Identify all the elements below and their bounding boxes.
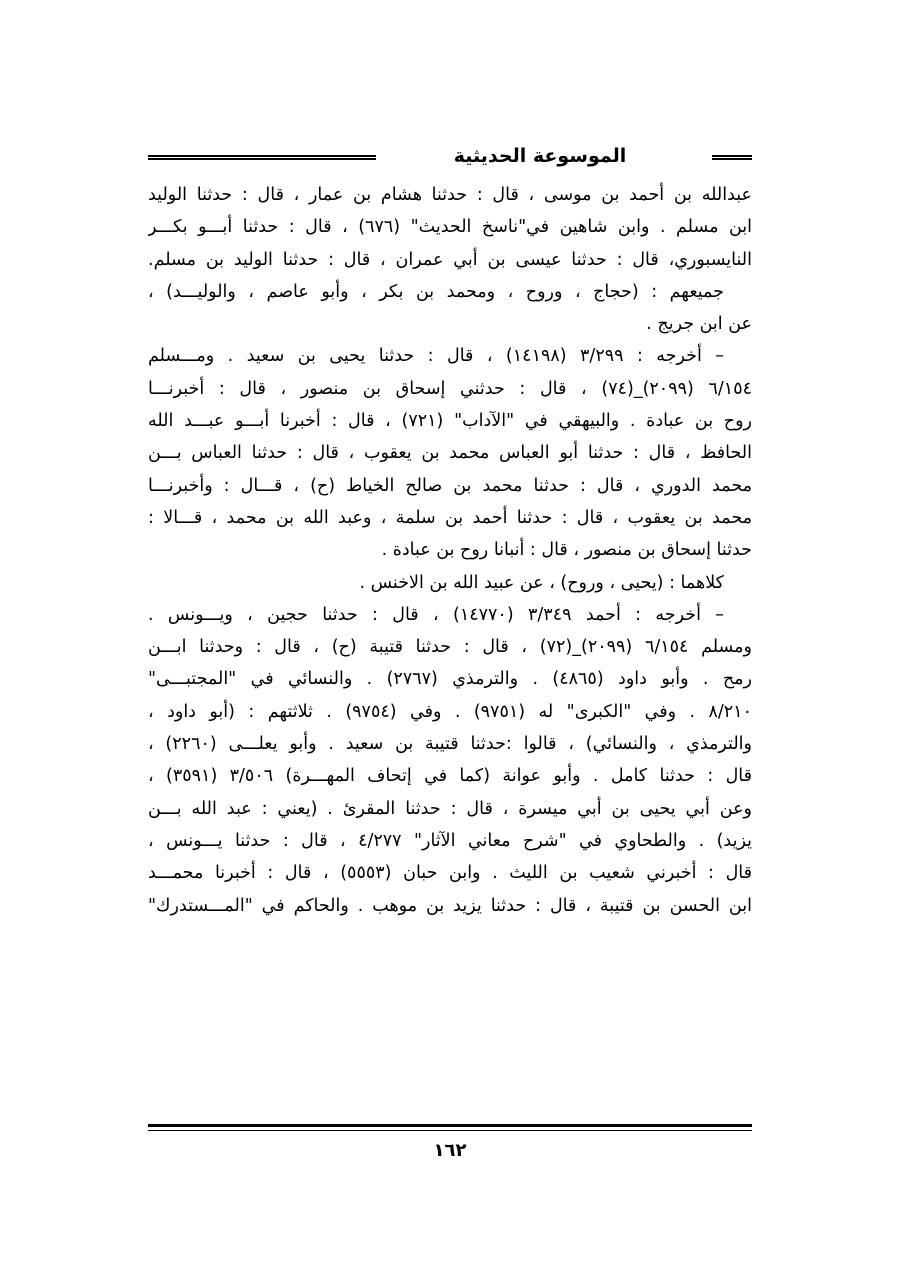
- header-rule-right: [712, 155, 752, 160]
- text-line: ومسلم ٦/١٥٤ (٢٠٩٩)_(٧٢) ، قال : حدثنا قتيبة (ح) ، قال : وحدثنا ابـــن: [148, 637, 752, 658]
- text-line: ابن مسلم . وابن شاهين في"ناسخ الحديث" (٦٧٦) ، قال : حدثنا أبـــو بكـــر: [148, 217, 752, 238]
- body-text: [148, 179, 752, 922]
- text-line: محمد بن يعقوب ، قال : حدثنا أحمد بن سلمة ، وعبد الله بن محمد ، قـــالا :: [148, 507, 752, 528]
- text-line: النايسبوري، قال : حدثنا عيسى بن أبي عمران ، قال : حدثنا الوليد بن مسلم.: [148, 249, 752, 270]
- text-line: رمح . وأبو داود (٤٨٦٥) . والترمذي (٢٧٦٧) . والنسائي في "المجتبـــى": [148, 669, 752, 690]
- text-line: – أخرجه : أحمد ٣/٣٤٩ (١٤٧٧٠) ، قال : حدثنا حجين ، ويـــونس .: [148, 604, 725, 625]
- text-line: كلاهما : (يحيى ، وروح) ، عن عبيد الله بن الاخنس .: [359, 572, 724, 593]
- header-rule-left: [148, 155, 376, 160]
- text-line: يزيد) . والطحاوي في "شرح معاني الآثار" ٤/٢٧٧ ، قال : حدثنا يـــونس ،: [148, 830, 752, 851]
- page-title: الموسوعة الحديثية: [453, 145, 627, 167]
- text-line: عن ابن جريج .: [646, 314, 752, 335]
- text-line: – أخرجه : ٣/٢٩٩ (١٤١٩٨) ، قال : حدثنا يحيى بن سعيد . ومـــسلم: [148, 346, 725, 367]
- footer-rule-thick: [148, 1124, 752, 1127]
- text-line: والترمذي ، والنسائي) ، قالوا :حدثنا قتيبة بن سعيد . وأبو يعلـــى (٢٢٦٠) ،: [148, 734, 752, 755]
- text-line: الحافظ ، قال : حدثنا أبو العباس محمد بن يعقوب ، قال : حدثنا العباس بـــن: [148, 443, 752, 464]
- footer-rule: [148, 1124, 752, 1131]
- text-line: روح بن عبادة . والبيهقي في "الآداب" (٧٢١) ، قال : أخبرنا أبـــو عبـــد الله: [148, 411, 752, 432]
- text-line: محمد الدوري ، قال : حدثنا محمد بن صالح الخياط (ح) ، قـــال : وأخبرنـــا: [148, 475, 752, 496]
- text-line: وعن أبي يحيى بن أبي ميسرة ، قال : حدثنا المقرئ . (يعني : عبد الله بـــن: [148, 798, 752, 819]
- text-line: ٦/١٥٤ (٢٠٩٩)_(٧٤) ، قال : حدثني إسحاق بن منصور ، قال : أخبرنـــا: [148, 378, 752, 399]
- page-number: ١٦٢: [433, 1140, 467, 1161]
- text-line: قال : أخبرني شعيب بن الليث . وابن حبان (٥٥٥٣) ، قال : أخبرنا محمـــد: [148, 863, 752, 884]
- text-line: ٨/٢١٠ . وفي "الكبرى" له (٩٧٥١) . وفي (٩٧٥٤) . ثلاثتهم : (أبو داود ،: [148, 701, 752, 722]
- text-line: ابن الحسن بن قتيبة ، قال : حدثنا يزيد بن موهب . والحاكم في "المـــستدرك": [148, 895, 752, 916]
- footer-rule-thin: [148, 1130, 752, 1131]
- text-line: قال : حدثنا كامل . وأبو عوانة (كما في إتحاف المهـــرة) ٣/٥٠٦ (٣٥٩١) ،: [148, 766, 752, 787]
- text-line: حدثنا إسحاق بن منصور ، قال : أنبانا روح بن عبادة .: [381, 540, 752, 561]
- text-line: جميعهم : (حجاج ، وروح ، ومحمد بن بكر ، وأبو عاصم ، والوليـــد) ،: [148, 281, 724, 302]
- text-line: عبدالله بن أحمد بن موسى ، قال : حدثنا هشام بن عمار ، قال : حدثنا الوليد: [148, 185, 752, 205]
- page-header: [148, 141, 752, 173]
